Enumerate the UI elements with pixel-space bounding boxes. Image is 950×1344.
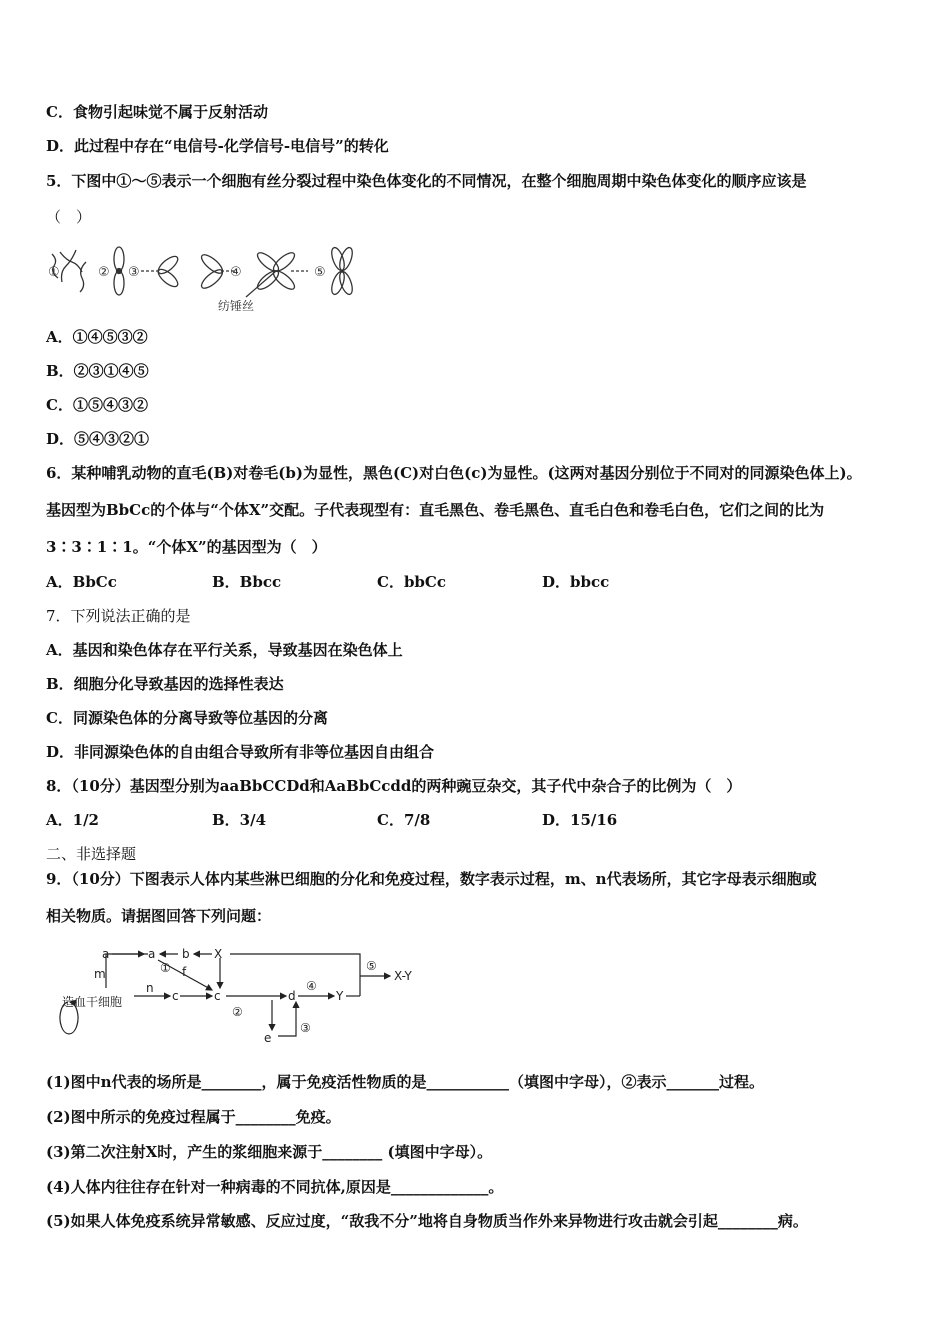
q9-line-1: 9．（10分）下图表示人体内某些淋巴细胞的分化和免疫过程，数字表示过程，m、n代表场所，其它字母表示细胞或 bbox=[46, 870, 817, 888]
q5-option-b: B．②③①④⑤ bbox=[46, 362, 149, 380]
section-title: 二、非选择题 bbox=[46, 845, 137, 863]
q9-immune-figure bbox=[50, 944, 430, 1046]
fig9-f: f bbox=[182, 965, 187, 979]
fig9-num-1: ① bbox=[160, 961, 171, 975]
q5-option-c: C．①⑤④③② bbox=[46, 396, 148, 414]
fig9-num-4: ④ bbox=[306, 979, 317, 993]
fig9-c2: c bbox=[214, 989, 221, 1003]
q9-question-2: (2)图中所示的免疫过程属于________免疫。 bbox=[46, 1108, 341, 1126]
q8-option-d: D．15/16 bbox=[542, 811, 618, 829]
fig5-caption: 纺锤丝 bbox=[218, 299, 255, 313]
q9-question-4: (4)人体内往往存在针对一种病毒的不同抗体,原因是_____________。 bbox=[46, 1178, 504, 1196]
q6-line-3: 3∶3∶1∶1。“个体X”的基因型为（ ） bbox=[46, 538, 327, 556]
q8-option-b: B．3/4 bbox=[212, 811, 267, 829]
q7-option-c: C．同源染色体的分离导致等位基因的分离 bbox=[46, 709, 328, 727]
q8-option-c: C．7/8 bbox=[377, 811, 431, 829]
q7-option-b: B．细胞分化导致基因的选择性表达 bbox=[46, 675, 284, 693]
fig9-b: b bbox=[182, 947, 190, 961]
q6-option-c: C．bbCc bbox=[377, 573, 446, 591]
fig9-a2: a bbox=[148, 947, 156, 961]
q6-option-b: B．Bbcc bbox=[212, 573, 282, 591]
fig9-num-5: ⑤ bbox=[366, 959, 377, 973]
q4-option-c: C．食物引起味觉不属于反射活动 bbox=[46, 103, 268, 121]
fig5-label-1: ① bbox=[48, 265, 60, 280]
q6-option-d: D．bbcc bbox=[542, 573, 610, 591]
q6-option-a: A．BbCc bbox=[46, 573, 117, 591]
fig5-label-2: ② bbox=[98, 265, 110, 280]
q6-line-2: 基因型为BbCc的个体与“个体X”交配。子代表现型有：直毛黑色、卷毛黑色、直毛白色和卷毛白色，它们之间的比为 bbox=[46, 501, 825, 519]
q9-line-2: 相关物质。请据图回答下列问题： bbox=[46, 907, 272, 925]
q4-option-d: D．此过程中存在“电信号-化学信号-电信号”的转化 bbox=[46, 137, 389, 155]
q5-option-d: D．⑤④③②① bbox=[46, 430, 150, 448]
q9-question-1: (1)图中n代表的场所是________，属于免疫活性物质的是___________（填图中字母），②表示_______过程。 bbox=[46, 1073, 765, 1091]
q9-question-5: (5)如果人体免疫系统异常敏感、反应过度，“敌我不分”地将自身物质当作外来异物进行攻击就会引起________病。 bbox=[46, 1212, 808, 1230]
fig9-stem-cell: 造血干细胞 bbox=[62, 995, 123, 1009]
fig9-d: d bbox=[288, 989, 296, 1003]
fig5-label-3: ③ bbox=[128, 265, 140, 280]
q5-mitosis-figure bbox=[46, 242, 366, 314]
q7-stem: 7．下列说法正确的是 bbox=[46, 607, 191, 625]
q6-line-1: 6．某种哺乳动物的直毛(B)对卷毛(b)为显性，黑色(C)对白色(c)为显性。(这两对基因分别位于不同对的同源染色体上)。 bbox=[46, 464, 862, 482]
q5-paren: （ ） bbox=[46, 208, 92, 226]
q8-stem: 8．（10分）基因型分别为aaBbCCDd和AaBbCcdd的两种豌豆杂交，其子代中杂合子的比例为（ ） bbox=[46, 777, 742, 795]
q5-option-a: A．①④⑤③② bbox=[46, 328, 148, 346]
fig9-x: X bbox=[214, 947, 223, 961]
fig9-output: X-Y bbox=[394, 969, 412, 983]
fig9-c1: c bbox=[172, 989, 179, 1003]
fig5-label-4: ④ bbox=[230, 265, 242, 280]
fig9-num-3: ③ bbox=[300, 1021, 311, 1035]
fig9-num-2: ② bbox=[232, 1005, 243, 1019]
fig5-label-5: ⑤ bbox=[314, 265, 326, 280]
q5-stem: 5．下图中①～⑤表示一个细胞有丝分裂过程中染色体变化的不同情况，在整个细胞周期中染色体变化的顺序应该是 bbox=[46, 172, 807, 190]
fig9-n: n bbox=[146, 981, 154, 995]
fig9-e: e bbox=[264, 1031, 272, 1045]
fig9-y: Y bbox=[336, 989, 344, 1003]
fig9-a1: a bbox=[102, 947, 110, 961]
fig9-m: m bbox=[94, 967, 106, 981]
q7-option-d: D．非同源染色体的自由组合导致所有非等位基因自由组合 bbox=[46, 743, 435, 761]
q9-question-3: (3)第二次注射X时，产生的浆细胞来源于________ (填图中字母）。 bbox=[46, 1143, 493, 1161]
q8-option-a: A．1/2 bbox=[46, 811, 99, 829]
q7-option-a: A．基因和染色体存在平行关系，导致基因在染色体上 bbox=[46, 641, 403, 659]
